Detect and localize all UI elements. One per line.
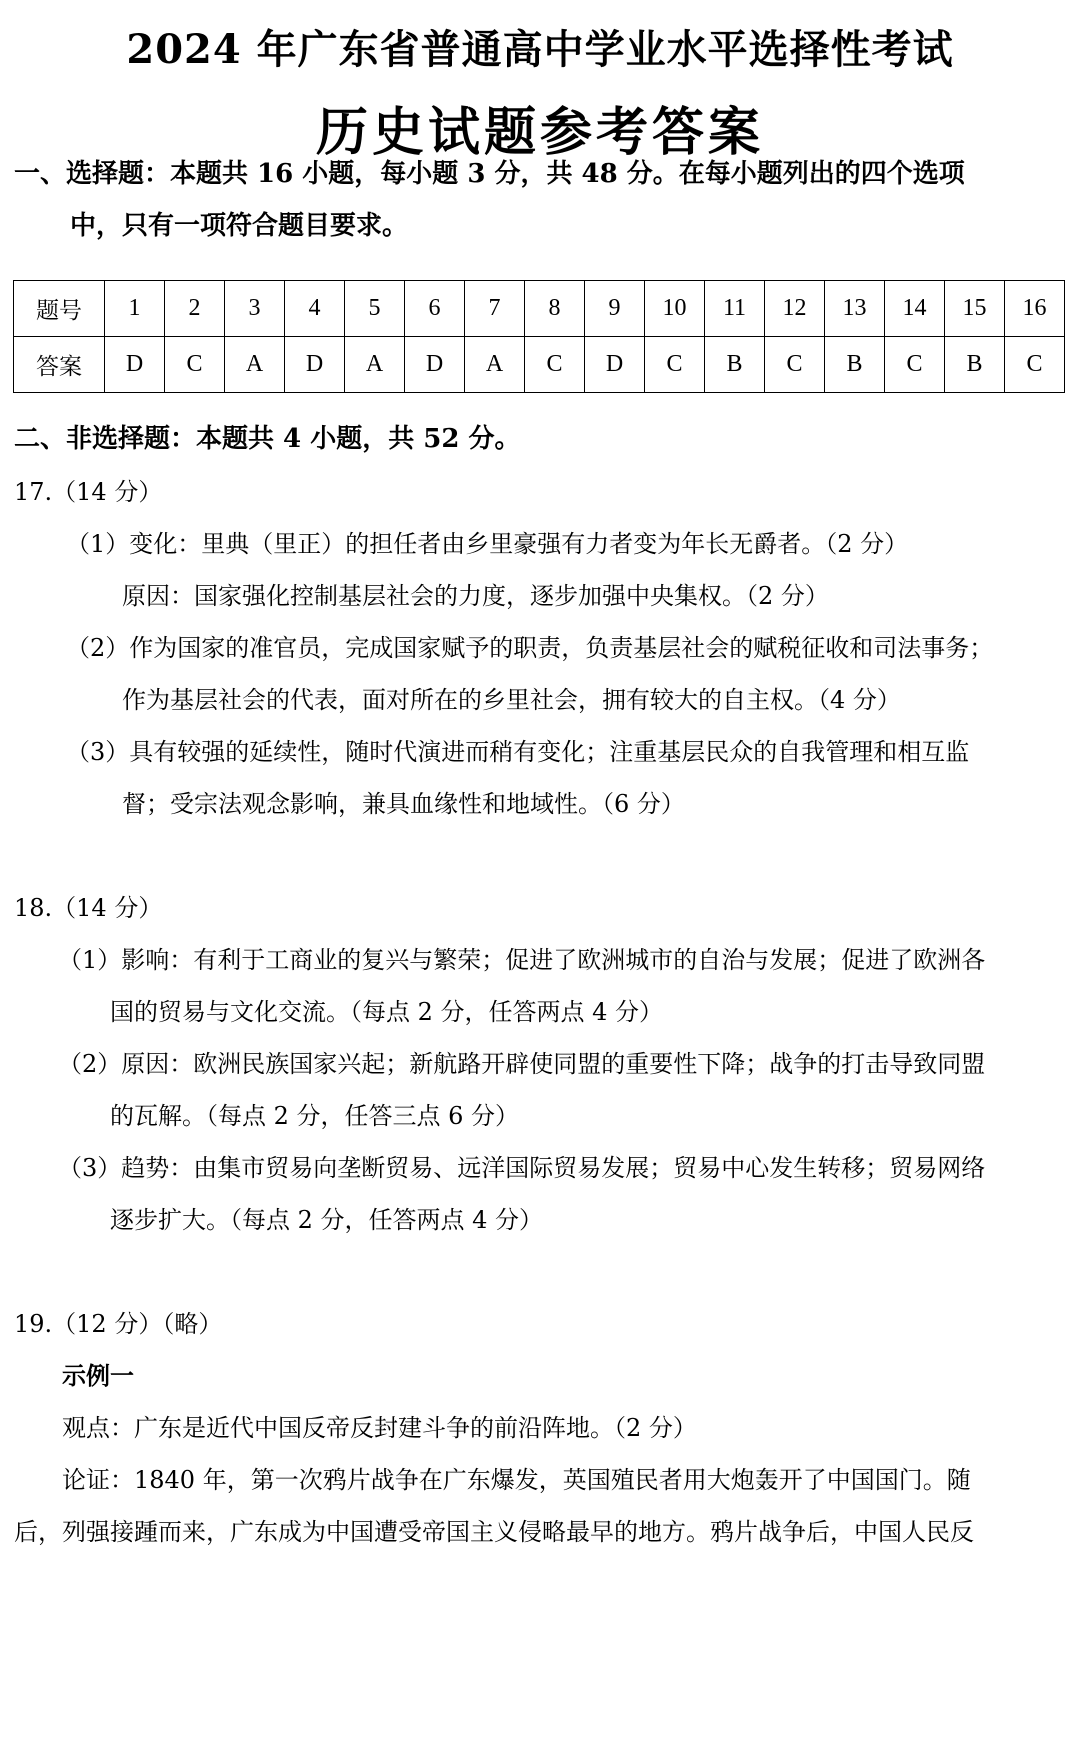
q19-line: 观点：广东是近代中国反帝反封建斗争的前沿阵地。（2 分）	[62, 1414, 697, 1442]
section2-heading: 二、非选择题：本题共 4 小题，共 52 分。	[14, 424, 521, 454]
question-number-cell: 12	[765, 281, 825, 337]
q18-line: 逐步扩大。（每点 2 分，任答两点 4 分）	[110, 1206, 544, 1234]
q17-line: 督；受宗法观念影响，兼具血缘性和地域性。（6 分）	[122, 790, 685, 818]
question-number-cell: 1	[105, 281, 165, 337]
question-number-cell: 2	[165, 281, 225, 337]
q17-heading: 17.（14 分）	[14, 478, 163, 506]
question-number-cell: 9	[585, 281, 645, 337]
q19-heading: 19.（12 分）（略）	[14, 1310, 223, 1338]
q17-line: （2）作为国家的准官员，完成国家赋予的职责，负责基层社会的赋税征收和司法事务；	[66, 634, 994, 662]
question-number-cell: 5	[345, 281, 405, 337]
q19-example-label: 示例一	[62, 1361, 134, 1390]
answer-cell: B	[825, 337, 885, 393]
question-number-cell: 10	[645, 281, 705, 337]
q17-line: （3）具有较强的延续性，随时代演进而稍有变化；注重基层民众的自我管理和相互监	[66, 738, 970, 766]
q18-heading: 18.（14 分）	[14, 894, 163, 922]
answer-cell: D	[285, 337, 345, 393]
answer-cell: B	[945, 337, 1005, 393]
answer-cell: B	[705, 337, 765, 393]
question-number-cell: 3	[225, 281, 285, 337]
q18-line: （2）原因：欧洲民族国家兴起；新航路开辟使同盟的重要性下降；战争的打击导致同盟	[58, 1050, 986, 1078]
question-number-cell: 15	[945, 281, 1005, 337]
question-number-cell: 16	[1005, 281, 1065, 337]
q19-line: 后，列强接踵而来，广东成为中国遭受帝国主义侵略最早的地方。鸦片战争后，中国人民反	[14, 1518, 974, 1546]
question-number-cell: 8	[525, 281, 585, 337]
answer-cell: C	[765, 337, 825, 393]
q18-line: （1）影响：有利于工商业的复兴与繁荣；促进了欧洲城市的自治与发展；促进了欧洲各	[58, 946, 986, 974]
answer-cell: C	[645, 337, 705, 393]
section1-heading-line1: 一、选择题：本题共 16 小题，每小题 3 分，共 48 分。在每小题列出的四个选项	[14, 159, 965, 189]
answer-cell: A	[225, 337, 285, 393]
question-number-cell: 14	[885, 281, 945, 337]
document-subtitle: 历史试题参考答案	[315, 102, 764, 163]
question-number-cell: 11	[705, 281, 765, 337]
answer-cell: A	[465, 337, 525, 393]
table-row-answers	[14, 337, 1065, 393]
answer-cell: C	[885, 337, 945, 393]
answer-cell: A	[345, 337, 405, 393]
row-label-question-number: 题号	[14, 281, 105, 337]
answer-cell: D	[405, 337, 465, 393]
q17-line: 原因：国家强化控制基层社会的力度，逐步加强中央集权。（2 分）	[122, 582, 829, 610]
answer-cell: D	[105, 337, 165, 393]
question-number-cell: 4	[285, 281, 345, 337]
q17-line: （1）变化：里典（里正）的担任者由乡里豪强有力者变为年长无爵者。（2 分）	[66, 530, 909, 558]
q17-line: 作为基层社会的代表，面对所在的乡里社会，拥有较大的自主权。（4 分）	[122, 686, 901, 714]
q19-line: 论证：1840 年，第一次鸦片战争在广东爆发，英国殖民者用大炮轰开了中国国门。随	[62, 1466, 971, 1494]
question-number-cell: 13	[825, 281, 885, 337]
section1-heading-line2: 中，只有一项符合题目要求。	[70, 211, 409, 241]
q18-line: （3）趋势：由集市贸易向垄断贸易、远洋国际贸易发展；贸易中心发生转移；贸易网络	[58, 1154, 986, 1182]
answer-cell: D	[585, 337, 645, 393]
answer-cell: C	[165, 337, 225, 393]
answer-table	[13, 280, 1065, 393]
table-row-question-numbers	[14, 281, 1065, 337]
answer-cell: C	[525, 337, 585, 393]
answer-cell: C	[1005, 337, 1065, 393]
document-title: 2024 年广东省普通高中学业水平选择性考试	[126, 26, 954, 73]
q18-line: 的瓦解。（每点 2 分，任答三点 6 分）	[110, 1102, 520, 1130]
q18-line: 国的贸易与文化交流。（每点 2 分，任答两点 4 分）	[110, 998, 664, 1026]
row-label-answer: 答案	[14, 337, 105, 393]
question-number-cell: 7	[465, 281, 525, 337]
question-number-cell: 6	[405, 281, 465, 337]
